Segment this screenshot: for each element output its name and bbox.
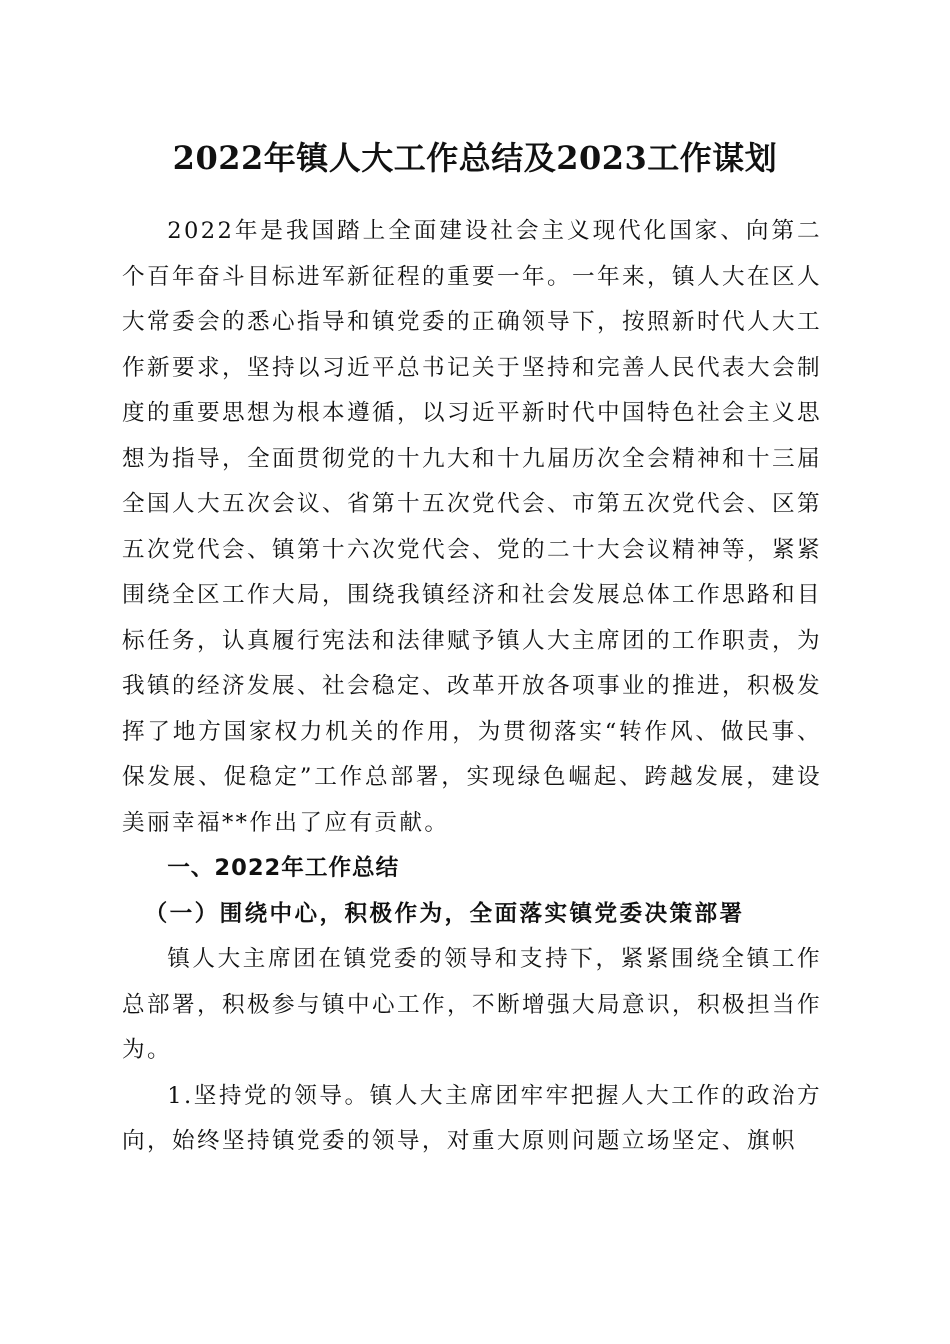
subsection-heading-1: （一）围绕中心，积极作为，全面落实镇党委决策部署: [144, 900, 745, 927]
document-body: [122, 209, 822, 1165]
section-heading-1: 一、2022年工作总结: [167, 855, 400, 881]
document-title: 2022年镇人大工作总结及2023工作谋划: [172, 139, 778, 177]
item-1-paragraph: 1.坚持党的领导。镇人大主席团牢牢把握人大工作的政治方向，始终坚持镇党委的领导，对重大原则问题立场坚定、旗帜: [122, 1082, 822, 1154]
intro-paragraph: 2022年是我国踏上全面建设社会主义现代化国家、向第二个百年奋斗目标进军新征程的重要一年。一年来，镇人大在区人大常委会的悉心指导和镇党委的正确领导下，按照新时代人大工作新要求，坚持以习近平总书记关于坚持和完善人民代表大会制度的重要思想为根本遵循，以习近平新时代中国特色社会主义思想为指导，全面贯彻党的十九大和十九届历次全会精神和十三届全国人大五次会议、省第十五次党代会、市第五次党代会、区第五次党代会、镇第十六次党代会、党的二十大会议精神等，紧紧围绕全区工作大局，围绕我镇经济和社会发展总体工作思路和目标任务，认真履行宪法和法律赋予镇人大主席团的工作职责，为我镇的经济发展、社会稳定、改革开放各项事业的推进，积极发挥了地方国家权力机关的作用，为贯彻落实“转作风、做民事、保发展、促稳定”工作总部署，实现绿色崛起、跨越发展，建设美丽幸福**作出了应有贡献。: [122, 218, 822, 836]
subsection-1-paragraph: 镇人大主席团在镇党委的领导和支持下，紧紧围绕全镇工作总部署，积极参与镇中心工作，不断增强大局意识，积极担当作为。: [122, 946, 822, 1063]
